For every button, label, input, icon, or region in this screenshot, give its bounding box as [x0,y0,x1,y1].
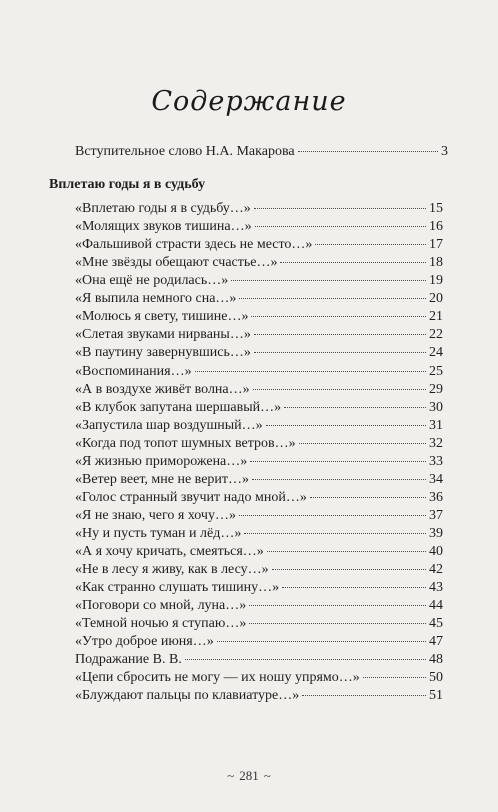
toc-entry-page: 16 [429,219,443,235]
toc-entry-title: «Молюсь я свету, тишине…» [75,309,249,325]
dot-leader [217,641,426,642]
dot-leader [254,334,426,335]
dot-leader [280,262,426,263]
toc-entry-title: «Поговори со мной, луна…» [75,598,247,614]
dot-leader [249,623,426,624]
dot-leader [254,352,426,353]
dot-leader [250,461,426,462]
toc-entry-intro[interactable] [75,143,448,161]
toc-entry-title: Подражание В. В. [75,652,182,668]
page-number: 281 [239,768,259,783]
toc-entry-title: «В паутину завернувшись…» [75,345,251,361]
toc-entry-page: 44 [429,598,443,614]
toc-entry-page: 32 [429,435,443,451]
dot-leader [244,533,426,534]
dot-leader [299,443,426,444]
toc-entry-title: «Воспоминания…» [75,363,192,379]
toc-entry-page: 50 [429,670,443,686]
toc-entry-page: 51 [429,688,443,704]
toc-entry-title: «Ну и пусть туман и лёд…» [75,525,242,541]
toc-entry-page: 24 [429,345,443,361]
toc-entry[interactable] [75,543,443,561]
ornament-left-icon: ~ [227,768,235,783]
section-heading: Вплетаю годы я в судьбу [49,177,206,192]
toc-entry[interactable] [75,272,443,290]
toc-entry[interactable] [75,399,443,417]
toc-entry-page: 15 [429,201,443,216]
toc-entry-page: 48 [429,652,443,668]
ornament-right-icon: ~ [263,768,271,783]
toc-entry-page: 30 [429,399,443,415]
toc-entry-title: Вступительное слово Н.А. Макарова [75,144,295,159]
dot-leader [298,151,438,152]
dot-leader [272,569,426,570]
dot-leader [254,208,426,209]
dot-leader [284,407,426,408]
dot-leader [239,515,426,516]
page-title: Содержание [151,86,347,117]
toc-entry[interactable] [75,579,443,597]
toc-entry-title: «Мне звёзды обещают счастье…» [75,255,278,271]
toc-entry[interactable] [75,254,443,272]
dot-leader [267,551,426,552]
toc-entry-page: 36 [429,489,443,505]
toc-entry-page: 20 [429,291,443,307]
toc-entry-page: 39 [429,525,443,541]
dot-leader [255,226,426,227]
dot-leader [282,587,426,588]
dot-leader [249,605,426,606]
toc-entry-title: «Ветер веет, мне не верит…» [75,471,250,487]
toc-entry-page: 33 [429,453,443,469]
dot-leader [239,298,426,299]
toc-entry-title: «Голос странный звучит надо мной…» [75,489,307,505]
dot-leader [253,389,426,390]
toc-entry-title: «Как странно слушать тишину…» [75,580,280,595]
dot-leader [315,244,426,245]
toc-entry-page: 22 [429,327,443,343]
toc-entry-title: «Вплетаю годы я в судьбу…» [75,201,251,216]
dot-leader [266,425,426,426]
toc-entry[interactable] [75,453,443,471]
toc-entry-page: 40 [429,544,443,559]
toc-entry-page: 25 [429,363,443,379]
toc-entry-page: 19 [429,273,443,289]
toc-entry[interactable] [75,561,443,579]
toc-entry-title: «Молящих звуков тишина…» [75,219,252,235]
page-footer [0,768,498,784]
toc-entry[interactable] [75,633,443,651]
toc-entry[interactable] [75,417,443,435]
toc-entry-page: 3 [441,144,448,159]
toc-entry[interactable] [75,308,443,326]
dot-leader [310,497,426,498]
toc-entry[interactable] [75,326,443,344]
dot-leader [251,316,426,317]
toc-entry[interactable] [75,597,443,615]
toc-entry[interactable] [75,435,443,453]
dot-leader [185,659,426,660]
toc-entry-page: 31 [429,417,443,433]
toc-entry[interactable] [75,489,443,507]
toc-entry[interactable] [75,236,443,254]
toc-entry[interactable] [75,615,443,633]
toc-entry[interactable] [75,471,443,489]
toc-entry-title: «Я жизнью приморожена…» [75,453,248,469]
toc-entry-page: 42 [429,562,443,577]
toc-entry-page: 34 [429,471,443,487]
dot-leader [252,479,426,480]
dot-leader [363,677,426,678]
toc-entry-page: 29 [429,381,443,397]
toc-entry[interactable] [75,200,443,218]
toc-entry-title: «Блуждают пальцы по клавиатуре…» [75,688,300,704]
toc-entry[interactable] [75,363,443,381]
toc-entry-title: «Я выпила немного сна…» [75,291,237,307]
toc-entry-title: «Слетая звуками нирваны…» [75,327,251,343]
toc-entry[interactable] [75,651,443,669]
toc-entry[interactable] [75,525,443,543]
toc-entry-title: «Запустила шар воздушный…» [75,417,263,433]
toc-entry-title: «Темной ночью я ступаю…» [75,616,247,632]
toc-entry-page: 18 [429,255,443,271]
dot-leader [195,371,426,372]
toc-entry-page: 45 [429,616,443,632]
toc-entry-page: 21 [429,309,443,325]
toc-entry[interactable] [75,218,443,236]
toc-entry-page: 17 [429,237,443,253]
toc-entry-title: «А в воздухе живёт волна…» [75,381,250,397]
toc-entry-title: «Цепи сбросить не могу — их ношу упрямо…» [75,670,360,686]
dot-leader [231,280,426,281]
toc-entry[interactable] [75,381,443,399]
toc-entry-page: 47 [429,634,443,650]
toc-entry-title: «А я хочу кричать, смеяться…» [75,544,264,559]
toc-entry[interactable] [75,669,443,687]
toc-entry-title: «Фальшивой страсти здесь не место…» [75,237,313,253]
toc-entry-title: «Не в лесу я живу, как в лесу…» [75,562,269,577]
toc-entry[interactable] [75,290,443,308]
toc-entry-title: «Утро доброе июня…» [75,634,214,650]
toc-entry[interactable] [75,344,443,362]
toc-entry-page: 37 [429,507,443,523]
dot-leader [302,695,426,696]
toc-entry-title: «Когда под топот шумных ветров…» [75,435,296,451]
toc-entry[interactable] [75,507,443,525]
toc-entry-page: 43 [429,580,443,595]
toc-entry-title: «В клубок запутана шершавый…» [75,399,282,415]
toc-entry[interactable] [75,687,443,705]
toc-entry-title: «Я не знаю, чего я хочу…» [75,507,236,523]
toc-entry-title: «Она ещё не родилась…» [75,273,229,289]
